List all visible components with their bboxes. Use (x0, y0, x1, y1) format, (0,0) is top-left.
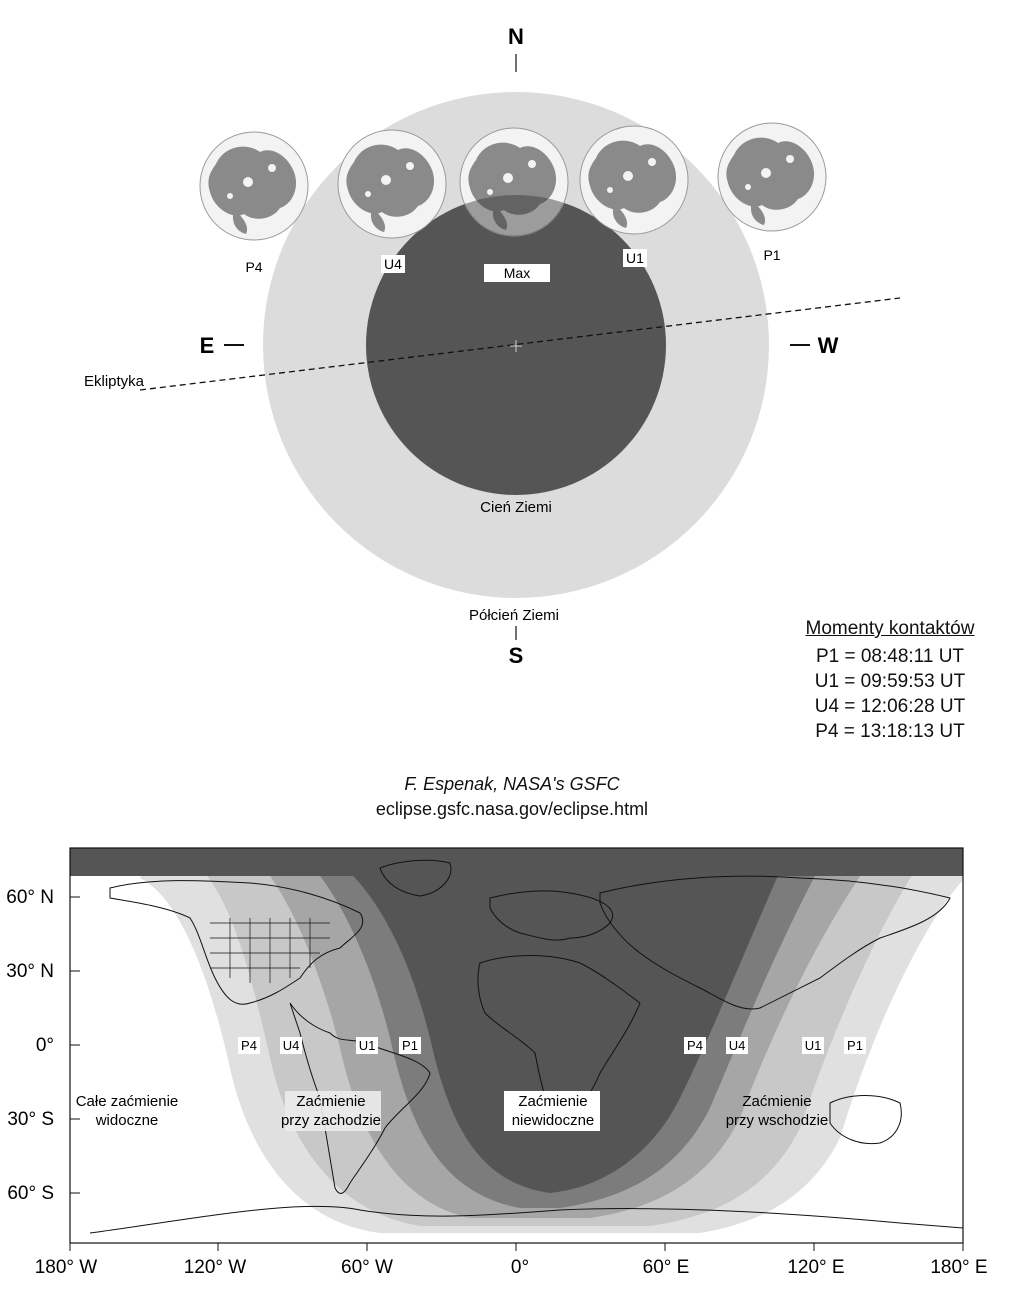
map-east-p1: P1 (847, 1038, 863, 1053)
map-east-u1: U1 (804, 1038, 822, 1053)
map-west-p4: P4 (241, 1038, 257, 1053)
visibility-map (0, 838, 1024, 1308)
region-invisible-line2: niewidoczne (511, 1112, 595, 1129)
moon-u1 (580, 126, 688, 234)
map-x-label-180w: 180° W (34, 1257, 98, 1278)
moon-label-p1: P1 (763, 247, 781, 263)
contact-p1: P1 = 08:48:11 UT (815, 646, 965, 667)
moon-p4 (200, 132, 308, 240)
map-x-label-180e: 180° E (930, 1257, 988, 1278)
map-west-p1: P1 (402, 1038, 418, 1053)
contact-p4: P4 = 13:18:13 UT (815, 721, 965, 742)
region-west-line2: przy zachodzie (280, 1112, 382, 1129)
contact-u4: U4 = 12:06:28 UT (814, 696, 966, 717)
region-east-line2: przy wschodzie (725, 1112, 829, 1129)
contact-u1: U1 = 09:59:53 UT (814, 671, 966, 692)
map-x-label-60e: 60° E (642, 1257, 690, 1278)
max-label: Max (503, 265, 531, 281)
credit-url: eclipse.gsfc.nasa.gov/eclipse.html (375, 799, 649, 819)
region-invisible-line1: Zaćmienie (518, 1093, 588, 1110)
map-y-label-0: 0° (35, 1035, 54, 1056)
ecliptic-label: Ekliptyka (84, 373, 145, 390)
region-full-line1: Całe zaćmienie (75, 1093, 179, 1110)
map-y-label-60s: 60° S (7, 1183, 54, 1204)
south-label: S (508, 643, 524, 668)
moon-p1 (718, 123, 826, 231)
map-x-label-0: 0° (510, 1257, 530, 1278)
moon-label-u1: U1 (626, 250, 644, 266)
map-east-p4: P4 (687, 1038, 703, 1053)
moon-label-u4: U4 (384, 256, 402, 272)
umbra-label: Cień Ziemi (480, 499, 552, 516)
map-y-label-30n: 30° N (6, 961, 54, 982)
map-y-label-60n: 60° N (6, 887, 54, 908)
region-full-line2: widoczne (95, 1112, 159, 1129)
east-label: E (199, 333, 215, 358)
map-west-u4: U4 (282, 1038, 300, 1053)
map-y-label-30s: 30° S (7, 1109, 54, 1130)
west-label: W (817, 333, 839, 358)
map-east-u4: U4 (728, 1038, 746, 1053)
map-x-label-120e: 120° E (787, 1257, 845, 1278)
north-label: N (508, 24, 524, 49)
map-west-u1: U1 (358, 1038, 376, 1053)
map-x-label-120w: 120° W (183, 1257, 247, 1278)
moon-u4 (338, 130, 446, 238)
contact-times (790, 618, 990, 744)
contact-times-title: Momenty kontaktów (805, 618, 975, 639)
credit-author: F. Espenak, NASA's GSFC (404, 774, 620, 794)
map-x-label-60w: 60° W (341, 1257, 393, 1278)
moon-label-p4: P4 (245, 259, 263, 275)
region-west-line1: Zaćmienie (296, 1093, 366, 1110)
penumbra-label: Półcień Ziemi (468, 607, 560, 624)
region-east-line1: Zaćmienie (742, 1093, 812, 1110)
